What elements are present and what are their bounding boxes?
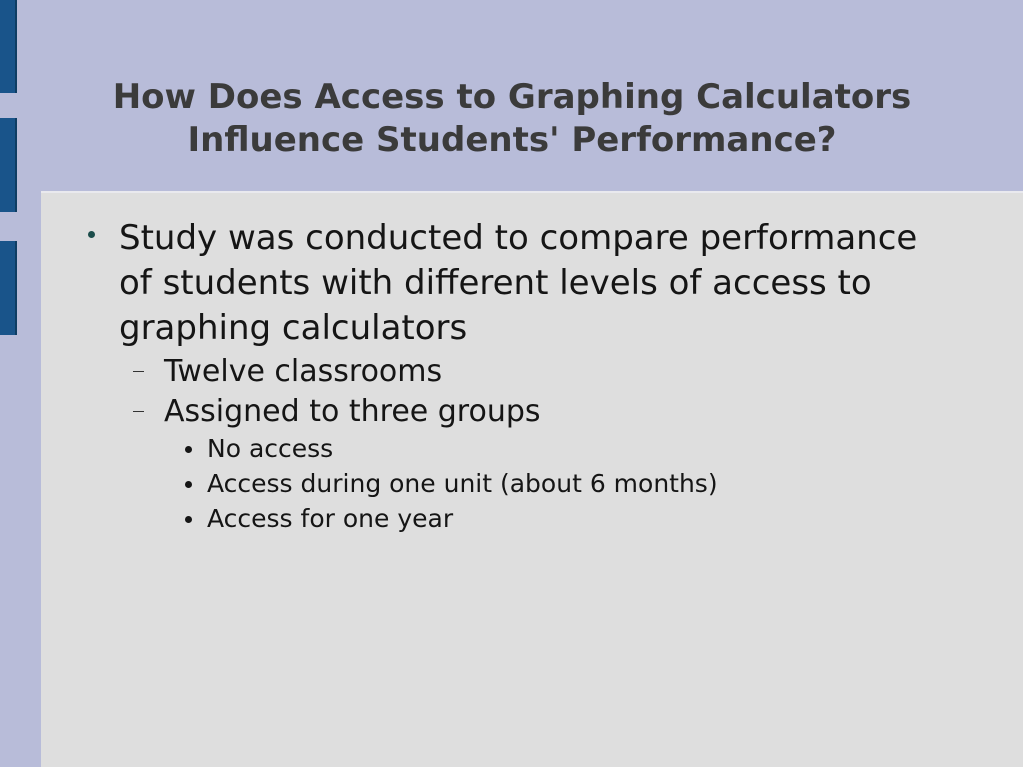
- bullet-dot-icon: [185, 516, 192, 523]
- sub-bullet-text: Twelve classrooms: [164, 354, 443, 389]
- bullet-dot-icon: [185, 446, 192, 453]
- bullet-text: Study was conducted to compare performance of students with different levels of access to graphing calculators: [119, 218, 918, 348]
- sub-sub-bullet-text: Access during one unit (about 6 months): [207, 469, 718, 498]
- dash-icon: [133, 411, 144, 412]
- decorative-side-bar-top: [0, 0, 17, 93]
- bullet-item: [78, 216, 938, 351]
- decorative-side-bar-bottom: [0, 241, 17, 335]
- decorative-side-bar-middle: [0, 118, 17, 212]
- bullet-icon: [88, 231, 95, 238]
- slide-title: [40, 76, 984, 162]
- slide-title-line-1: How Does Access to Graphing Calculators: [112, 77, 912, 117]
- bullet-dot-icon: [185, 481, 192, 488]
- dash-icon: [133, 371, 144, 372]
- slide-title-line-2: Influence Students' Performance?: [187, 120, 837, 160]
- sub-bullet-text: Assigned to three groups: [164, 394, 541, 429]
- sub-sub-bullet-text: No access: [207, 434, 334, 463]
- sub-sub-bullet-text: Access for one year: [207, 504, 454, 533]
